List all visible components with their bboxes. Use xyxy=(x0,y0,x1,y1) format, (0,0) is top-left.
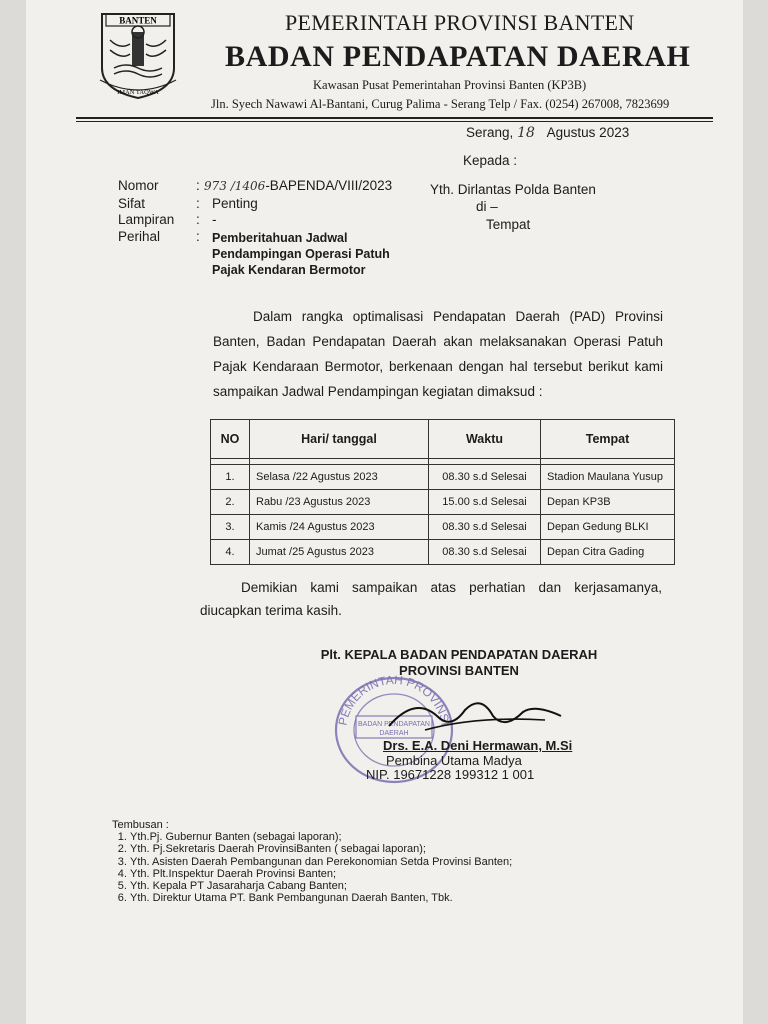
header-no: NO xyxy=(211,420,250,459)
perihal-line-1: Pemberitahuan Jadwal xyxy=(212,231,348,245)
list-item: 6. Yth. Direktur Utama PT. Bank Pembangunan Daerah Banten, Tbk. xyxy=(130,892,512,904)
stamp-inner-2: DAERAH xyxy=(379,730,409,737)
table-row xyxy=(211,540,675,565)
letterhead-province: PEMERINTAH PROVINSI BANTEN xyxy=(285,10,635,35)
handwritten-signature-icon xyxy=(385,686,565,742)
closing-paragraph: Demikian kami sampaikan atas perhatian dan kerjasamanya, diucapkan terima kasih. xyxy=(200,580,662,618)
row-place: Depan Citra Gading xyxy=(541,540,675,565)
nomor-suffix: -BAPENDA/VIII/2023 xyxy=(265,178,393,193)
tembusan-label: Tembusan : xyxy=(112,819,169,831)
sifat-label: Sifat xyxy=(118,196,146,211)
recipient-yth: Yth. Dirlantas Polda Banten xyxy=(430,182,596,197)
list-item: 2. Yth. Pj.Sekretaris Daerah ProvinsiBanten ( sebagai laporan); xyxy=(130,843,512,855)
row-no: 1. xyxy=(211,465,250,490)
sifat-value: Penting xyxy=(212,196,258,211)
row-time: 08.30 s.d Selesai xyxy=(429,465,541,490)
logo-bottom-text: IMAN TAQWA xyxy=(117,89,159,96)
table-row xyxy=(211,465,675,490)
lampiran-label: Lampiran xyxy=(118,212,175,227)
signature-title-line2: PROVINSI BANTEN xyxy=(399,663,519,678)
date-month-year: Agustus 2023 xyxy=(546,125,630,140)
table-header-row xyxy=(211,420,675,459)
sifat-colon: : xyxy=(196,196,200,211)
perihal-line-2: Pendampingan Operasi Patuh xyxy=(212,247,390,261)
nomor-handwritten: 973 /1406 xyxy=(204,179,266,193)
row-day: Kamis /24 Agustus 2023 xyxy=(250,515,429,540)
signature-title-line1: Plt. KEPALA BADAN PENDAPATAN DAERAH xyxy=(320,647,598,662)
date-line xyxy=(466,125,629,141)
row-no: 3. xyxy=(211,515,250,540)
row-no: 4. xyxy=(211,540,250,565)
signatory-nip: NIP. 19671228 199312 1 001 xyxy=(366,767,535,782)
nomor-colon: : xyxy=(196,178,200,193)
list-item: 1. Yth.Pj. Gubernur Banten (sebagai laporan); xyxy=(130,831,512,843)
body-paragraph: Dalam rangka optimalisasi Pendapatan Daerah (PAD) Provinsi Banten, Badan Pendapatan Daerah akan melaksanakan Operasi Patuh Pajak Kendaraan Bermotor, berkenaan dengan hal tersebut berikut kami sampaikan Jadwal Pendampingan kegiatan dimaksud : xyxy=(213,309,663,399)
header-day: Hari/ tanggal xyxy=(250,420,429,459)
header-place: Tempat xyxy=(541,420,675,459)
lampiran-colon: : xyxy=(196,212,200,227)
signatory-name: Drs. E.A. Deni Hermawan, M.Si xyxy=(383,738,573,753)
list-item: 4. Yth. Plt.Inspektur Daerah Provinsi Banten; xyxy=(130,868,512,880)
date-day-handwritten: 18 xyxy=(517,125,535,141)
nomor-value xyxy=(204,178,392,193)
letterhead-rule-thin xyxy=(76,121,713,122)
header-time: Waktu xyxy=(429,420,541,459)
tembusan-block xyxy=(112,819,512,904)
recipient-di: di – xyxy=(476,199,498,214)
schedule-table xyxy=(210,419,675,565)
row-day: Rabu /23 Agustus 2023 xyxy=(250,490,429,515)
row-time: 08.30 s.d Selesai xyxy=(429,515,541,540)
perihal-colon: : xyxy=(196,229,200,244)
list-item: 3. Yth. Asisten Daerah Pembangunan dan Perekonomian Setda Provinsi Banten; xyxy=(130,856,512,868)
letterhead-rule-thick xyxy=(76,117,713,119)
stamp-inner-1: BADAN PENDAPATAN xyxy=(358,721,430,728)
row-place: Depan KP3B xyxy=(541,490,675,515)
row-day: Jumat /25 Agustus 2023 xyxy=(250,540,429,565)
stamp-outer-text: PEMERINTAH PROVINSI xyxy=(335,672,453,727)
perihal-line-3: Pajak Kendaran Bermotor xyxy=(212,263,366,277)
row-place: Depan Gedung BLKI xyxy=(541,515,675,540)
nomor-label: Nomor xyxy=(118,178,159,193)
lampiran-value: - xyxy=(212,212,217,227)
date-city: Serang, xyxy=(466,125,514,140)
list-item: 5. Yth. Kepala PT Jasaraharja Cabang Banten; xyxy=(130,880,512,892)
row-time: 15.00 s.d Selesai xyxy=(429,490,541,515)
letterhead-area: Kawasan Pusat Pemerintahan Provinsi Banten (KP3B) xyxy=(313,78,587,92)
recipient-kepada: Kepada : xyxy=(463,153,518,168)
row-time: 08.30 s.d Selesai xyxy=(429,540,541,565)
letterhead-agency: BADAN PENDAPATAN DAERAH xyxy=(225,40,691,73)
row-no: 2. xyxy=(211,490,250,515)
row-place: Stadion Maulana Yusup xyxy=(541,465,675,490)
logo-top-text: BANTEN xyxy=(119,15,157,26)
banten-emblem-icon xyxy=(96,10,180,102)
letterhead-address: Jln. Syech Nawawi Al-Bantani, Curug Palima - Serang Telp / Fax. (0254) 267008, 7823699 xyxy=(211,97,670,111)
row-day: Selasa /22 Agustus 2023 xyxy=(250,465,429,490)
table-row xyxy=(211,490,675,515)
recipient-tempat: Tempat xyxy=(486,217,531,232)
perihal-label: Perihal xyxy=(118,229,161,244)
signatory-rank: Pembina Utama Madya xyxy=(386,753,522,768)
tembusan-list xyxy=(112,831,512,904)
table-row xyxy=(211,515,675,540)
